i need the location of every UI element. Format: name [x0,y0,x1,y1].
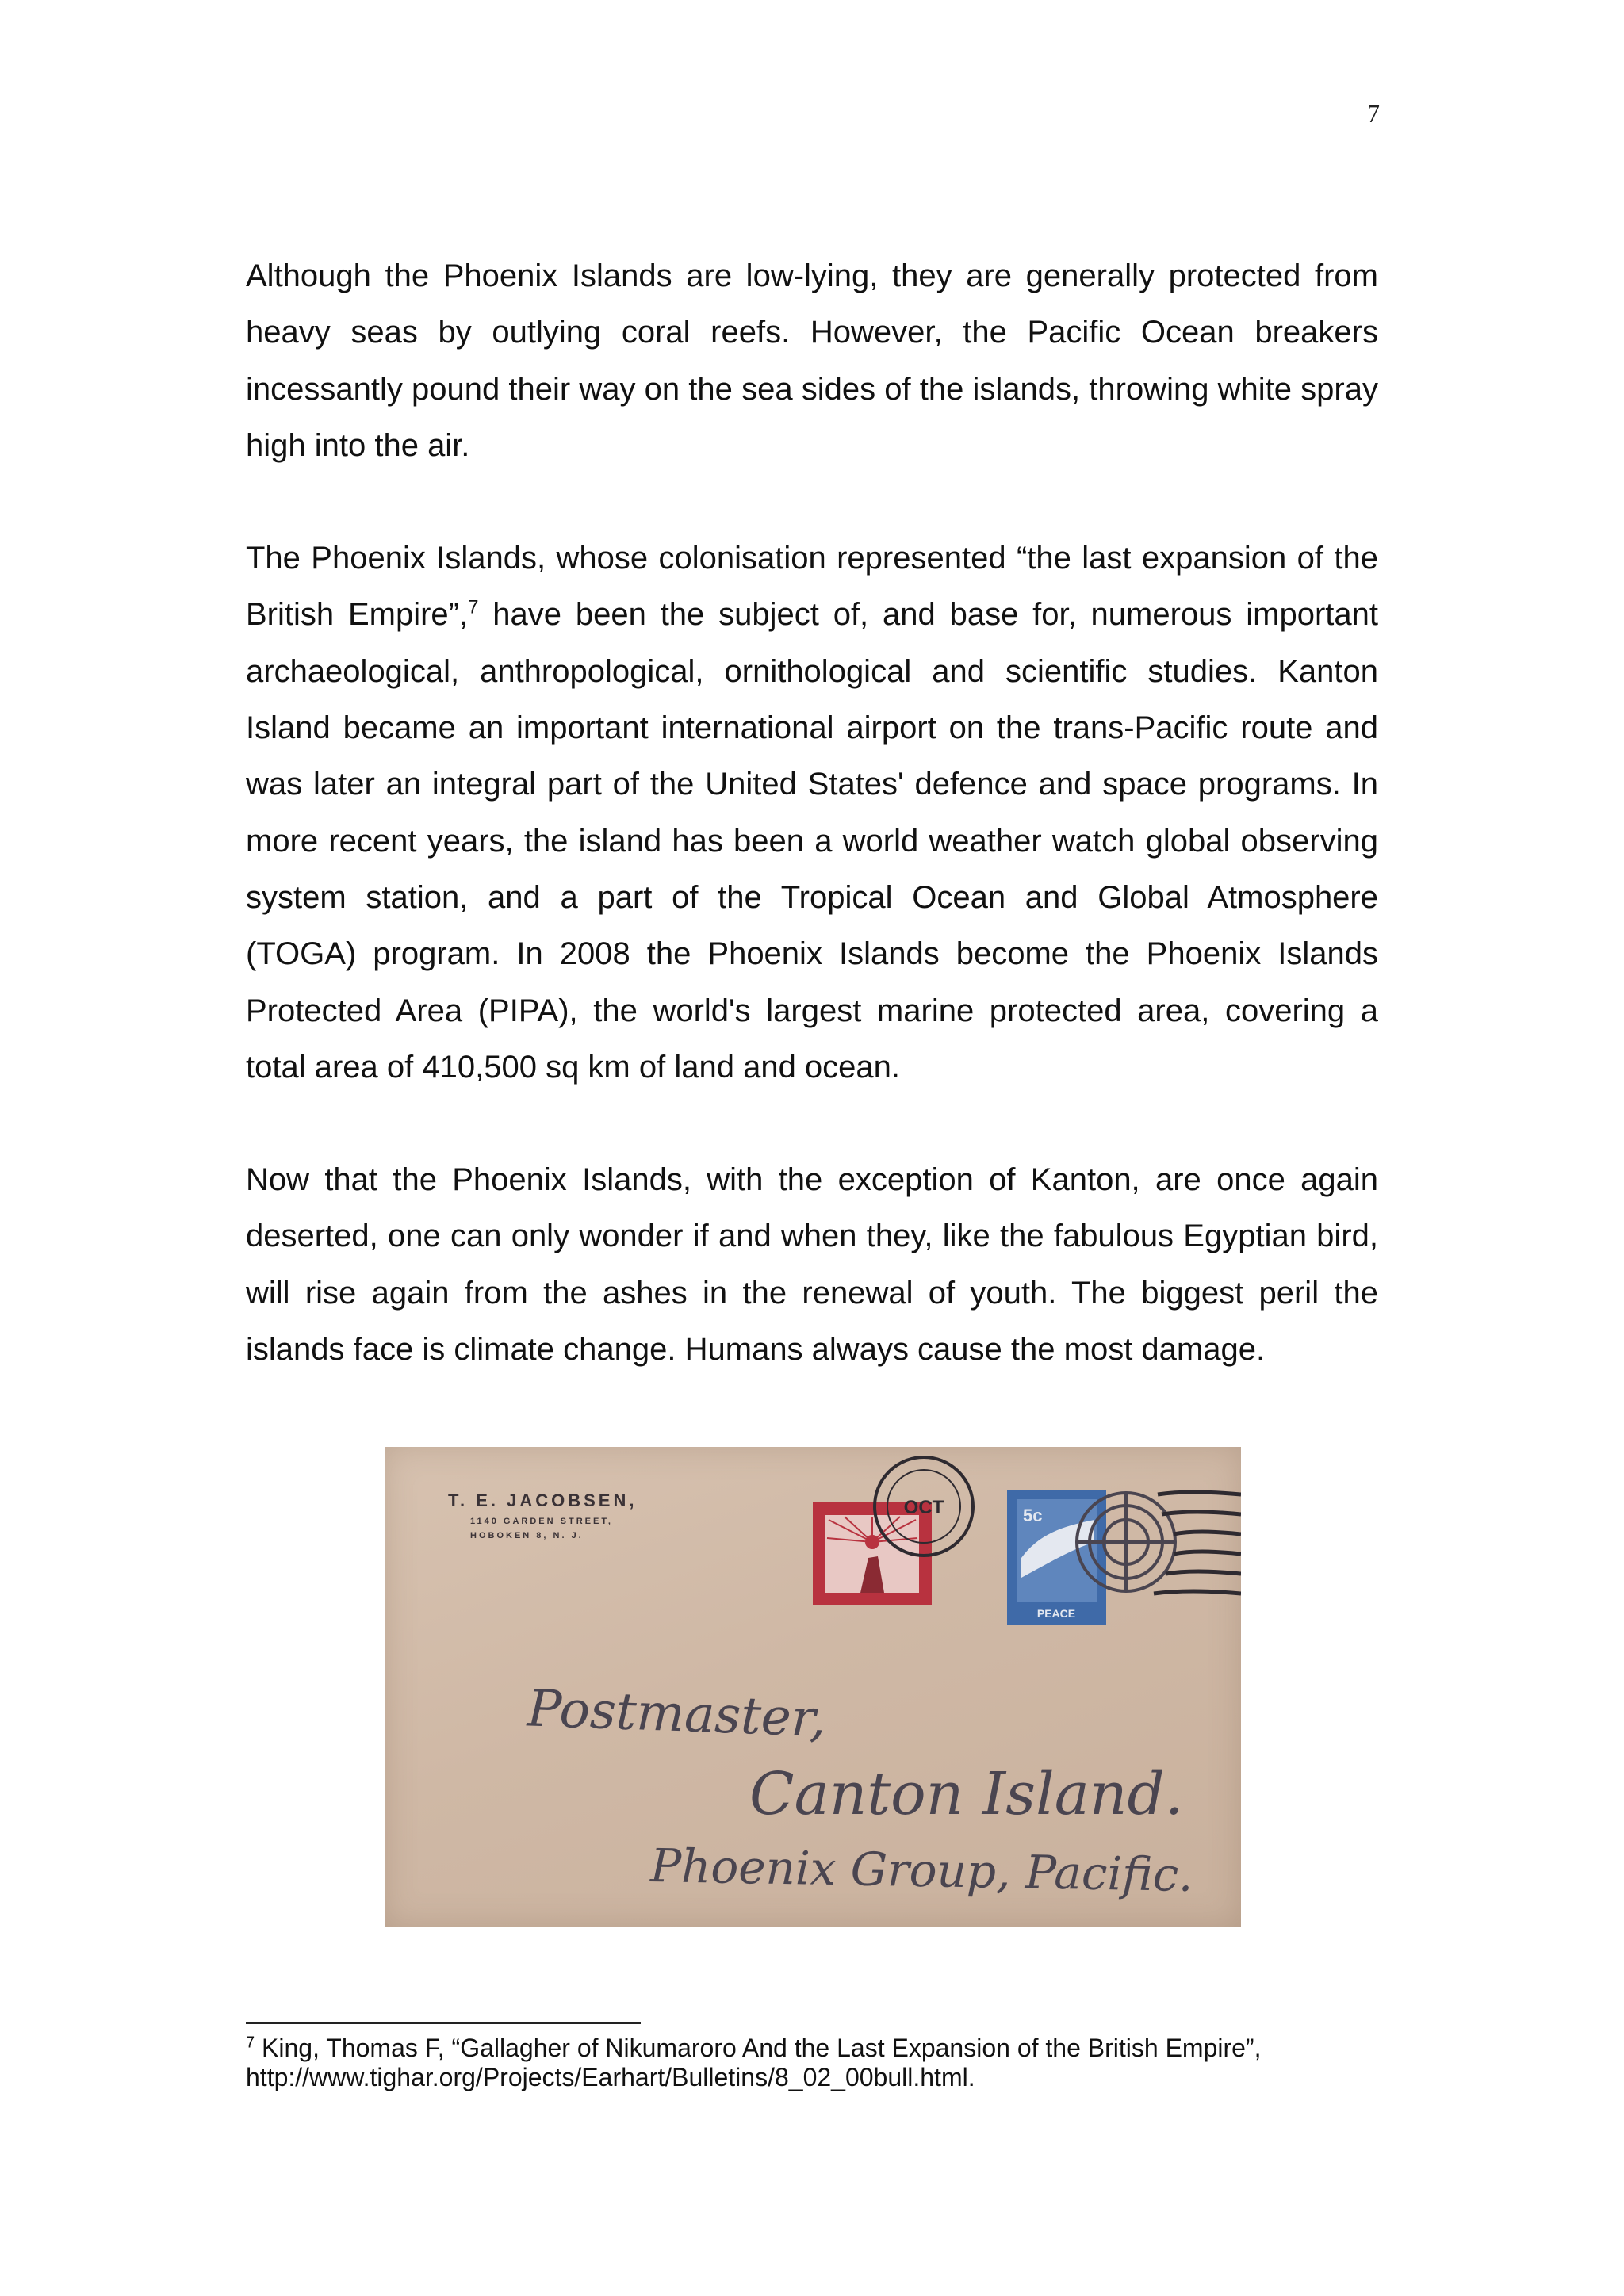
footnote-separator [246,2022,641,2024]
return-address-city: HOBOKEN 8, N. J. [470,1531,584,1540]
postmark-date: OCT [903,1497,944,1518]
stamp-denomination: 5c [1023,1506,1043,1525]
footnote-text: King, Thomas F, “Gallagher of Nikumaroro And the Last Expansion of the British Empire”, [255,2034,1262,2062]
footnote-url-link[interactable]: http://www.tighar.org/Projects/Earhart/Bulletins/8_02_00bull.html. [246,2063,975,2091]
paragraph-2-text-start: The Phoenix Islands, whose colonisation represented “the last expansion of the British Empire”, [246,541,1378,633]
stamp-caption: PEACE [1036,1607,1076,1620]
return-address-name: T. E. JACOBSEN, [448,1490,638,1510]
handwriting-line-3: Phoenix Group, Pacific. [649,1839,1194,1902]
body-text [246,248,1378,1434]
return-address [448,1490,637,1540]
handwriting-line-1: Postmaster, [526,1679,827,1749]
un-emblem-cancel-icon [1077,1493,1175,1591]
footnote-number: 7 [246,2034,255,2052]
blue-stamp-with-cancel [1007,1447,1241,1629]
footnote [246,2034,1378,2092]
paragraph-2 [246,530,1378,1096]
envelope-photo [385,1447,1241,1927]
paragraph-2-text-end: have been the subject of, and base for, numerous important archaeological, anthropological, ornithological and scientific studies. Kanton Island became an important international airport on the trans-Pacific route and was later an integral part of the United States' defence and space programs. In more recent years, the island has been a world weather watch global observing system station, and a part of the Tropical Ocean and Global Atmosphere (TOGA) program. In 2008 the Phoenix Islands become the Phoenix Islands Protected Area (PIPA), the world's largest marine protected area, covering a total area of 410,500 sq km of land and ocean. [246,597,1378,1085]
footnote-reference[interactable]: 7 [468,597,479,619]
handwriting-line-2: Canton Island. [749,1760,1184,1828]
return-address-street: 1140 GARDEN STREET, [470,1517,613,1526]
paragraph-1: Although the Phoenix Islands are low-lying, they are generally protected from heavy seas by outlying coral reefs. However, the Pacific Ocean breakers incessantly pound their way on the sea sides of the islands, throwing white spray high into the air. [246,258,1378,463]
paragraph-3: Now that the Phoenix Islands, with the exception of Kanton, are once again deserted, one can only wonder if and when they, like the fabulous Egyptian bird, will rise again from the ashes in the renewal of youth. The biggest peril the islands face is climate change. Humans always cause the most damage. [246,1162,1378,1368]
page-number: 7 [1367,99,1380,128]
red-stamp-with-postmark [813,1447,1003,1613]
